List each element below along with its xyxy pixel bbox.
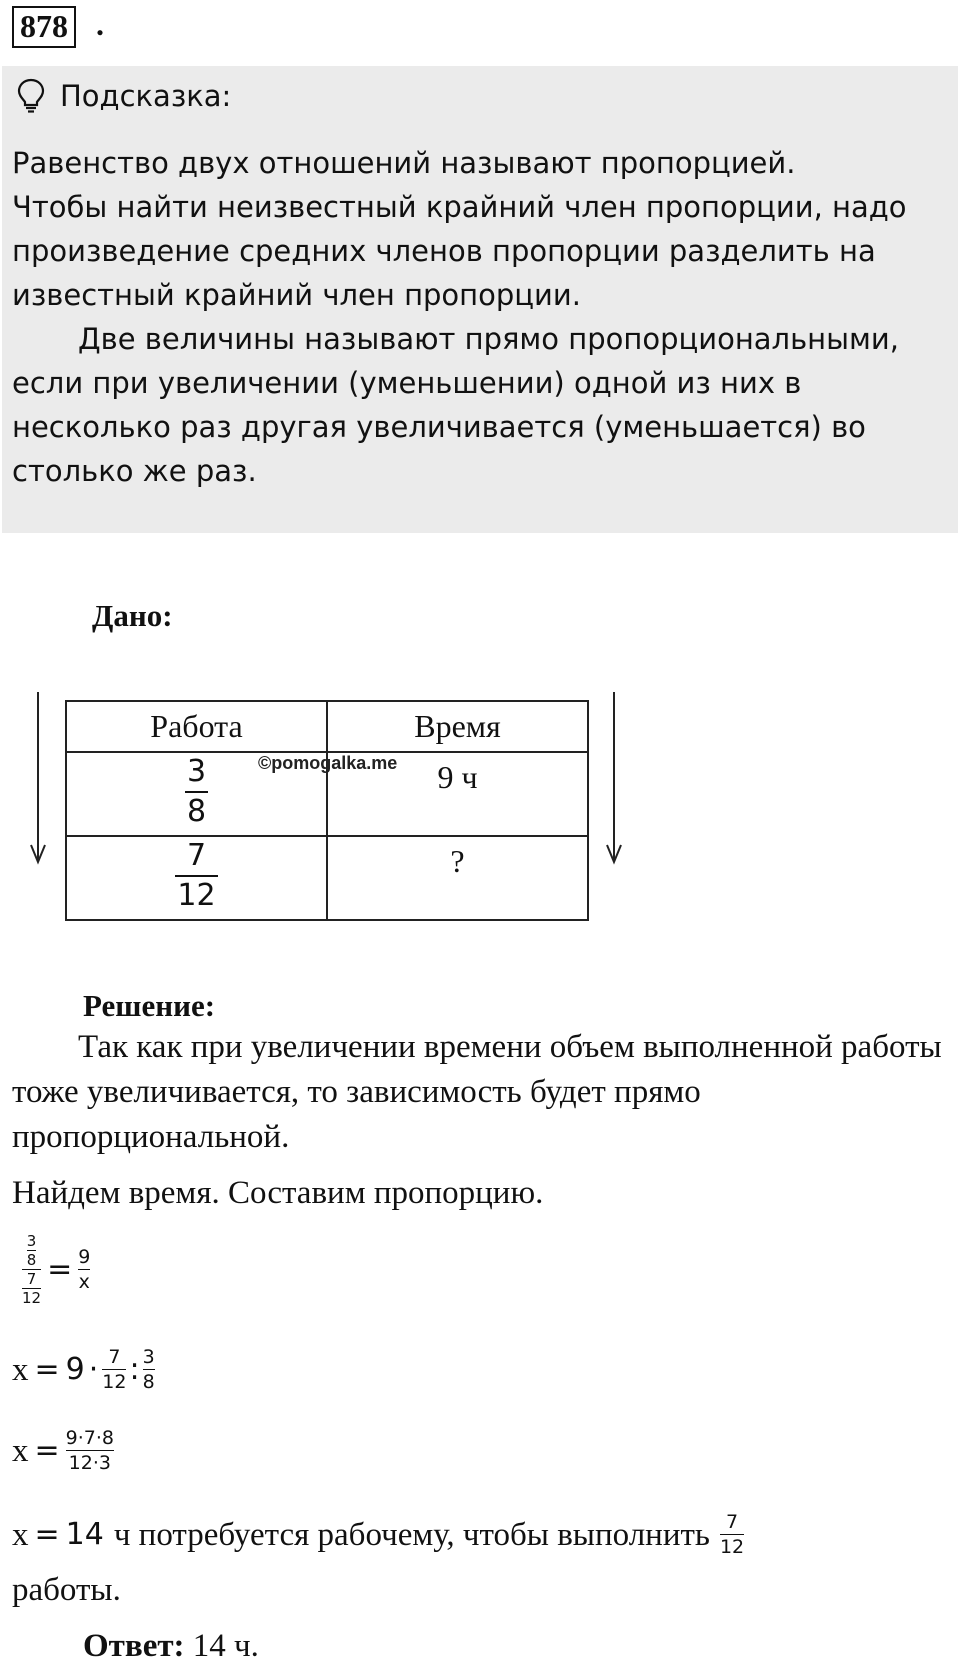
denominator: 12 [177, 878, 216, 913]
hint-definition: Равенство двух отношений называют пропорцией. [12, 146, 796, 180]
answer-label: Ответ: [83, 1628, 185, 1664]
solution-paragraph [12, 1025, 942, 1160]
cell-work [66, 836, 327, 920]
equation-product [12, 1426, 114, 1475]
hint-rule: Чтобы найти неизвестный крайний член пропорции, надо произведение средних членов пропорции разделить на известный крайний член пропорции. [12, 190, 907, 312]
answer-value: 14 ч. [192, 1628, 259, 1664]
result-value: 14 [65, 1516, 104, 1552]
numerator: 9·7·8 [65, 1427, 114, 1449]
result-text: ч потребуется рабочему, чтобы выполнить [113, 1516, 710, 1553]
solution-label: Решение: [83, 988, 216, 1023]
variable-x: x [12, 1516, 29, 1553]
hint-text [12, 141, 952, 493]
watermark: ©pomogalka.me [258, 753, 398, 773]
equation-result [12, 1510, 744, 1559]
numerator: 7 [726, 1511, 739, 1533]
number-nine: 9 [65, 1351, 85, 1387]
lightbulb-icon [16, 78, 46, 114]
denominator: 8 [142, 1371, 155, 1393]
given-label: Дано: [92, 598, 173, 633]
equals-sign: = [34, 1432, 60, 1468]
header-work: Работа [66, 701, 327, 752]
arrow-down-icon [604, 690, 624, 865]
fraction-work-2 [177, 837, 215, 915]
numerator: 3 [142, 1346, 155, 1368]
arrow-down-icon [28, 690, 48, 865]
given-table [65, 700, 589, 921]
fraction-upper [27, 1232, 37, 1269]
numerator: 7 [26, 1270, 37, 1288]
cell-time: 9 ч [327, 752, 588, 836]
numerator: 7 [108, 1346, 121, 1368]
equation-solve [12, 1345, 155, 1394]
step-text: Найдем время. Составим пропорцию. [12, 1175, 544, 1211]
fraction-3-8 [143, 1345, 155, 1394]
numerator: 7 [186, 838, 207, 873]
fraction-work-1 [187, 753, 206, 831]
result-tail: работы. [12, 1572, 121, 1608]
denominator: x [78, 1271, 90, 1293]
denominator: 12 [22, 1289, 42, 1307]
denominator: 8 [26, 1251, 37, 1269]
table-row [66, 836, 588, 920]
equals-sign: = [34, 1351, 60, 1387]
multiply-sign: · [88, 1351, 99, 1387]
hint-proportionality-text: Две величины называют прямо пропорциональными, если при увеличении (уменьшении) одной из них в несколько раз другая увеличивается (уменьшается) во столько же раз. [12, 322, 899, 488]
fraction-7-12 [102, 1345, 126, 1394]
numerator: 9 [78, 1246, 91, 1268]
answer [83, 1626, 259, 1666]
fraction-lower [22, 1270, 41, 1307]
divide-sign: : [129, 1351, 140, 1387]
denominator: 8 [186, 794, 207, 829]
fraction-product [66, 1426, 114, 1475]
task-number-dot: . [96, 6, 104, 42]
hint-title: Подсказка: [60, 79, 232, 113]
denominator: 12 [102, 1371, 127, 1393]
variable-x: x [12, 1351, 29, 1388]
equals-sign: = [47, 1251, 73, 1287]
header-time: Время [327, 701, 588, 752]
hint-proportionality [12, 317, 952, 493]
numerator: 3 [26, 1232, 37, 1250]
denominator: 12 [719, 1536, 745, 1558]
table-header-row [66, 701, 588, 752]
equals-sign: = [34, 1516, 60, 1552]
solution-paragraph-text: Так как при увеличении времени объем выполненной работы тоже увеличивается, то зависимость будет прямо пропорциональной. [12, 1029, 942, 1155]
equation-proportion [22, 1232, 90, 1307]
fraction-7-12 [720, 1510, 744, 1559]
numerator: 3 [186, 754, 207, 789]
denominator: 12·3 [68, 1452, 111, 1474]
cell-time: ? [327, 836, 588, 920]
fraction-rhs [78, 1245, 90, 1294]
task-number: 878 [12, 6, 76, 48]
variable-x: x [12, 1432, 29, 1469]
complex-fraction [22, 1232, 41, 1307]
